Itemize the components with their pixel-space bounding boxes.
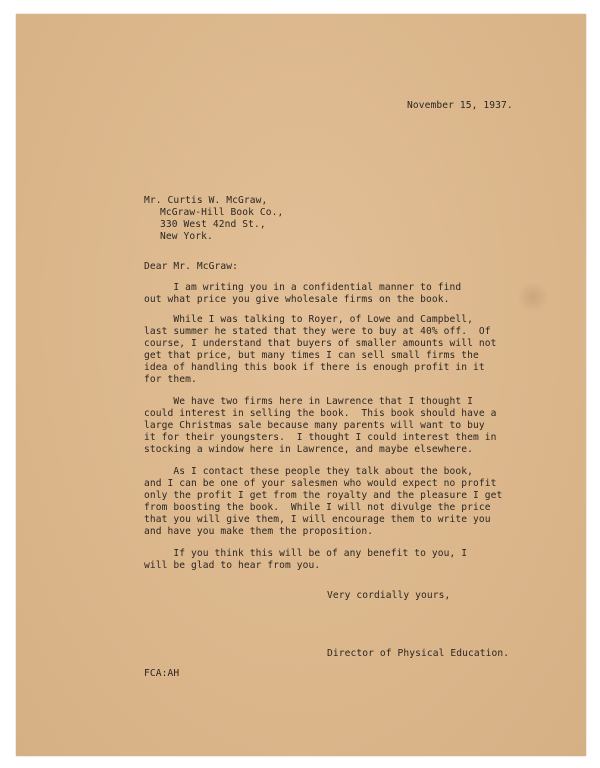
paragraph-line: will be glad to hear from you. xyxy=(144,560,321,571)
recipient-line: New York. xyxy=(160,231,213,242)
paragraph-line: While I was talking to Royer, of Lowe and Campbell, xyxy=(144,314,474,325)
paragraph-line: course, I understand that buyers of smaller amounts will not xyxy=(144,338,497,349)
paragraph-line: get that price, but many times I can sell small firms the xyxy=(144,350,479,361)
letter-date: November 15, 1937. xyxy=(407,100,513,111)
paragraph-line: and I can be one of your salesmen who would expect no profit xyxy=(144,478,497,489)
paragraph-line: idea of handling this book if there is enough profit in it xyxy=(144,362,485,373)
paragraph-line: could interest in selling the book. This book should have a xyxy=(144,408,497,419)
recipient-line: McGraw-Hill Book Co., xyxy=(160,207,284,218)
paragraph-line: last summer he stated that they were to buy at 40% off. Of xyxy=(144,326,491,337)
recipient-line: Mr. Curtis W. McGraw, xyxy=(144,195,268,206)
recipient-line: 330 West 42nd St., xyxy=(160,219,266,230)
letter-page xyxy=(16,14,586,756)
signature-title: Director of Physical Education. xyxy=(327,648,510,659)
closing: Very cordially yours, xyxy=(327,590,451,601)
paragraph-line: that you will give them, I will encourage them to write you xyxy=(144,514,491,525)
paragraph-line: from boosting the book. While I will not divulge the price xyxy=(144,502,491,513)
paragraph-line: for them. xyxy=(144,374,197,385)
paragraph-line: stocking a window here in Lawrence, and maybe elsewhere. xyxy=(144,444,474,455)
paragraph-line: it for their youngsters. I thought I could interest them in xyxy=(144,432,497,443)
salutation: Dear Mr. McGraw: xyxy=(144,261,239,272)
paragraph-line: out what price you give wholesale firms on the book. xyxy=(144,294,450,305)
paragraph-line: I am writing you in a confidential manner to find xyxy=(144,282,462,293)
typist-initials: FCA:AH xyxy=(144,668,180,679)
paragraph-line: If you think this will be of any benefit to you, I xyxy=(144,548,468,559)
paragraph-line: and have you make them the proposition. xyxy=(144,526,374,537)
paragraph-line: As I contact these people they talk about the book, xyxy=(144,466,474,477)
paragraph-line: only the profit I get from the royalty and the pleasure I get xyxy=(144,490,503,501)
paragraph-line: We have two firms here in Lawrence that I thought I xyxy=(144,396,474,407)
paper-stain xyxy=(516,282,550,312)
paragraph-line: large Christmas sale because many parents will want to buy xyxy=(144,420,485,431)
